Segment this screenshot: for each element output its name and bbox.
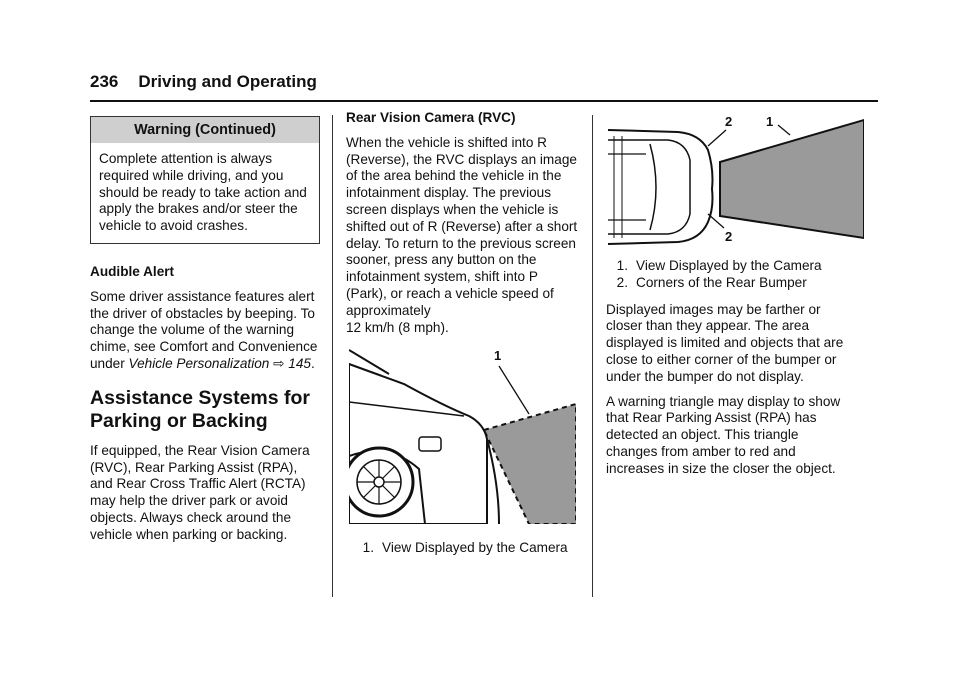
callout-1-top: 1 xyxy=(766,114,774,129)
assistance-systems-text: If equipped, the Rear Vision Camera (RVC), Rear Parking Assist (RPA), and Rear Cross Traffic Alert (RCTA) may help the driver park or avoid objects. Always check around the vehicle when parking or backing. xyxy=(90,442,310,542)
link-page-number[interactable]: 145 xyxy=(284,355,311,371)
audible-alert-heading: Audible Alert xyxy=(90,263,175,279)
rvc-text: When the vehicle is shifted into R (Reverse), the RVC displays an image of the area behind the vehicle in the infotainment display. The previous screen displays when the vehicle is shifted out of R (Reverse) after a short delay. To return to the previous screen sooner, press any button on the infotainment system, shift into P (Park), or reach a vehicle speed of approximately 12 km/h (8 mph). xyxy=(346,134,578,335)
rvc-heading: Rear Vision Camera (RVC) xyxy=(346,110,516,125)
section-title: Driving and Operating xyxy=(138,72,317,91)
warning-body: Complete attention is always required while driving, and you should be ready to take action and apply the brakes and/or steer the vehicle to avoid crashes. xyxy=(99,151,307,234)
callout-1: 1 xyxy=(494,348,502,363)
warning-triangle-text: A warning triangle may display to show that Rear Parking Assist (RPA) has detected an object. This triangle changes from amber to red and increases in size the closer the object. xyxy=(606,393,841,476)
legend-item: 1. View Displayed by the Camera xyxy=(616,258,822,273)
middle-column xyxy=(346,110,580,344)
displayed-images-text: Displayed images may be farther or closer than they appear. The area displayed is limited and objects that are close to either corner of the bumper or under the bumper do not display. xyxy=(606,301,844,384)
legend-item: 1. View Displayed by the Camera xyxy=(362,540,568,555)
callout-2-top: 2 xyxy=(725,114,733,129)
car-side-illustration xyxy=(349,344,576,524)
column-divider-2 xyxy=(592,115,593,597)
column-divider-1 xyxy=(332,115,333,597)
page-number: 236 xyxy=(90,72,119,91)
figure1-legend xyxy=(352,540,582,557)
page-header xyxy=(90,72,317,92)
assistance-systems-heading: Assistance Systems for Parking or Backing xyxy=(90,386,311,432)
page-ref-arrow-icon: ⇨ xyxy=(273,355,285,371)
callout-2-bottom: 2 xyxy=(725,229,733,244)
left-column xyxy=(90,116,322,552)
rvc-speed: 12 km/h (8 mph). xyxy=(346,319,449,335)
header-rule xyxy=(90,100,878,102)
legend-item: 2. Corners of the Rear Bumper xyxy=(616,274,807,290)
audible-alert-text: Some driver assistance features alert the driver of obstacles by beeping. To change the volume of the warning chime, see Comfort and Convenience under Vehicle Personalization ⇨ 145. xyxy=(90,288,318,371)
rear-camera-side-figure xyxy=(349,344,576,524)
car-top-illustration xyxy=(608,110,864,248)
vehicle-personalization-link[interactable]: Vehicle Personalization xyxy=(128,355,270,371)
warning-title: Warning (Continued) xyxy=(91,117,319,143)
warning-box xyxy=(90,116,320,244)
right-column xyxy=(606,258,846,486)
rear-camera-top-figure xyxy=(608,110,864,248)
